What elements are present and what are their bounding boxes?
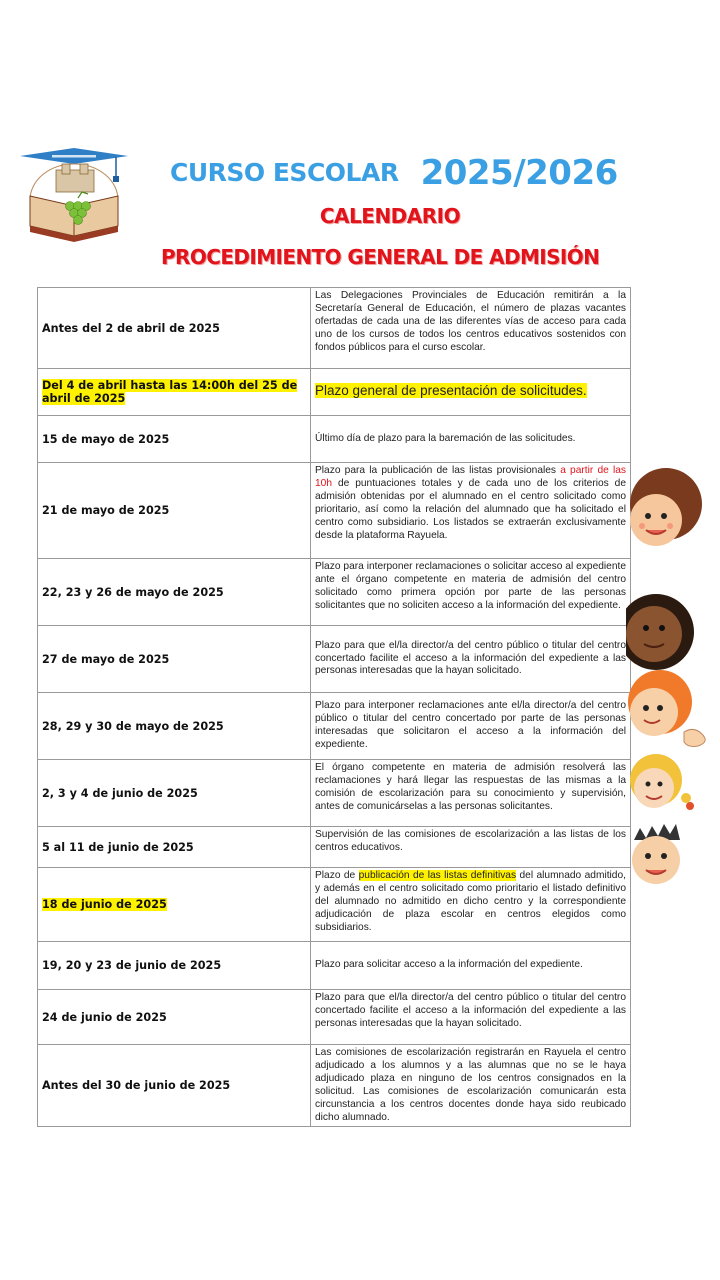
description-highlight: publicación de las listas definitivas xyxy=(358,870,517,881)
table-row xyxy=(38,369,631,416)
table-row xyxy=(38,559,631,626)
description-cell: Plazo para interponer reclamaciones ante el/la director/a del centro público o titular del centro concertado por parte de las personas interesadas que solicitaron el acceso a la información del expediente. xyxy=(311,693,631,760)
children-illustration xyxy=(626,462,720,902)
description-highlight: Plazo general de presentación de solicitudes. xyxy=(315,382,587,398)
description-text: de puntuaciones totales y de cada uno de los criterios de admisión obtenidas por el alumnado en el centro solicitado como prioritario, así como la relación del alumnado que ha solicitado el centro como subsidiario. Los listados se extraerán exclusivamente desde la plataforma Rayuela. xyxy=(315,477,626,541)
description-text: del alumnado admitido, y además en el centro solicitado como prioritario el listado definitivo del alumnado no admitido en dicho centro y la correspondiente adjudicación de plaza escolar en centros elegidos como subsidiarios. xyxy=(315,870,626,933)
description-cell: El órgano competente en materia de admisión resolverá las reclamaciones y hará llegar las respuestas de las mismas a la comisión de escolarización para su conocimiento y supervisión, antes de comunicárselas a las personas solicitantes. xyxy=(311,760,631,827)
course-label: CURSO ESCOLAR xyxy=(170,158,399,187)
date-cell: 28, 29 y 30 de mayo de 2025 xyxy=(38,693,311,760)
date-cell xyxy=(38,369,311,416)
date-cell: 5 al 11 de junio de 2025 xyxy=(38,827,311,868)
date-cell: 24 de junio de 2025 xyxy=(38,990,311,1045)
date-cell: 27 de mayo de 2025 xyxy=(38,626,311,693)
table-row xyxy=(38,827,631,868)
date-cell: 2, 3 y 4 de junio de 2025 xyxy=(38,760,311,827)
description-cell: Plazo para que el/la director/a del centro público o titular del centro concertado facilite el acceso a la información del expediente a las personas interesadas que la hayan solicitado. xyxy=(311,990,631,1045)
description-cell: Plazo para que el/la director/a del centro público o titular del centro concertado facilite el acceso a la información del expediente a las personas interesadas que la hayan solicitado. xyxy=(311,626,631,693)
description-cell: Plazo para interponer reclamaciones o solicitar acceso al expediente ante el órgano competente en materia de admisión del centro solicitado como primera opción por parte de las personas solicitantes que no soliciten acceso a la información del expediente. xyxy=(311,559,631,626)
calendar-title: CALENDARIO xyxy=(319,204,461,228)
date-cell: 21 de mayo de 2025 xyxy=(38,463,311,559)
date-cell xyxy=(38,868,311,942)
description-cell: Supervisión de las comisiones de escolarización a las listas de los centros educativos. xyxy=(311,827,631,868)
course-title xyxy=(170,150,618,193)
table-row xyxy=(38,693,631,760)
table-row xyxy=(38,868,631,942)
table-row xyxy=(38,416,631,463)
table-row xyxy=(38,1045,631,1127)
date-highlight: 18 de junio de 2025 xyxy=(42,898,167,911)
table-row xyxy=(38,463,631,559)
description-cell xyxy=(311,463,631,559)
school-logo xyxy=(16,148,130,256)
procedure-title: PROCEDIMIENTO GENERAL DE ADMISIÓN xyxy=(161,245,600,269)
table-row xyxy=(38,288,631,369)
table-row xyxy=(38,760,631,827)
time-note: a partir de las 10h xyxy=(315,465,626,489)
date-cell: 19, 20 y 23 de junio de 2025 xyxy=(38,942,311,990)
table-row xyxy=(38,626,631,693)
date-cell: Antes del 30 de junio de 2025 xyxy=(38,1045,311,1127)
description-cell: Las comisiones de escolarización registrarán en Rayuela el centro adjudicado a los alumnos y a las alumnas que no se le haya adjudicado plaza en ninguno de los centros consignados en la solicitud. Las comisiones de escolarización comunicarán esta circunstancia a los centros docentes donde haya sido reubicado dicho alumnado. xyxy=(311,1045,631,1127)
course-year: 2025/2026 xyxy=(420,153,618,193)
date-highlight: Del 4 de abril hasta las 14:00h del 25 de abril de 2025 xyxy=(42,379,298,405)
description-cell xyxy=(311,369,631,416)
description-cell xyxy=(311,868,631,942)
date-cell: 15 de mayo de 2025 xyxy=(38,416,311,463)
description-cell: Último día de plazo para la baremación de las solicitudes. xyxy=(311,416,631,463)
table-row xyxy=(38,990,631,1045)
description-cell: Plazo para solicitar acceso a la información del expediente. xyxy=(311,942,631,990)
description-text: Plazo para la publicación de las listas provisionales xyxy=(315,465,557,476)
description-cell: Las Delegaciones Provinciales de Educación remitirán a la Secretaría General de Educación, el número de plazas vacantes ofertadas de cada una de las diferentes vías de acceso para cada uno de los cursos de todos los centros educativos sostenidos con fondos públicos para el curso escolar. xyxy=(311,288,631,369)
description-text: Plazo de xyxy=(315,870,356,881)
date-cell: Antes del 2 de abril de 2025 xyxy=(38,288,311,369)
admission-calendar-table xyxy=(37,287,631,1127)
date-cell: 22, 23 y 26 de mayo de 2025 xyxy=(38,559,311,626)
table-row xyxy=(38,942,631,990)
